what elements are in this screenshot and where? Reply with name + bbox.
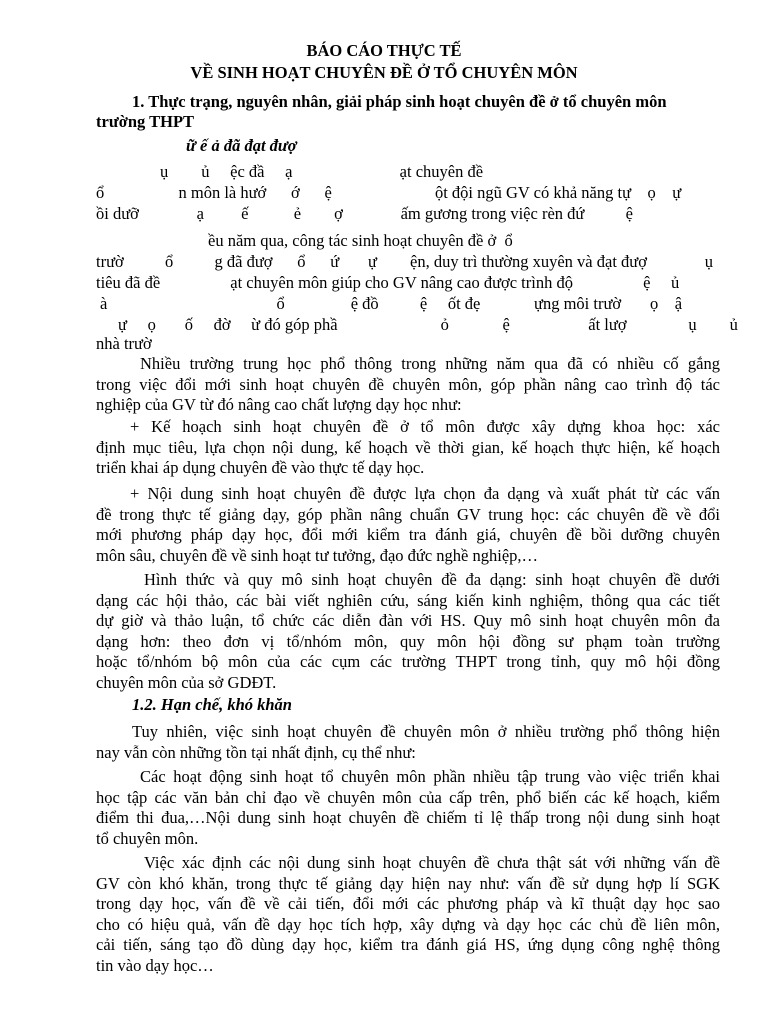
- section-1-2-heading: 1.2. Hạn chế, khó khăn: [132, 695, 292, 714]
- paragraph-line: triển khai áp dụng chuyên đề vào thực tế dạy học.: [96, 458, 425, 478]
- garbled-line: ổ n môn là hướ ớ ệ ột đội ngũ GV có khả năng tự ọ ự: [96, 183, 682, 202]
- section-1-heading: 1. Thực trạng, nguyên nhân, giải pháp sinh hoạt chuyên đề ở tổ chuyên môn: [132, 92, 667, 111]
- garbled-line: nhà trườ: [96, 334, 152, 353]
- paragraph-line: Hình thức và quy mô sinh hoạt chuyên đề đa dạng: sinh hoạt chuyên đề dưới: [144, 570, 720, 589]
- paragraph-line: đề trong thực tế giảng dạy, góp phần nâng chuẩn GV trung học: các chuyên đề về đổi: [96, 504, 720, 524]
- paragraph-line: Tuy nhiên, việc sinh hoạt chuyên đề chuyên môn ở nhiều trường phổ thông hiện: [132, 722, 720, 741]
- garbled-line: ụ ủ ệc đầ ạ ạt chuyên đề: [160, 162, 484, 181]
- paragraph-line: Nhiều trường trung học phổ thông trong những năm qua đã có nhiều cố gắng: [140, 354, 720, 373]
- paragraph-line: môn sâu, chuyên đề về sinh hoạt tư tưởng, đạo đức nghề nghiệp,…: [96, 545, 539, 565]
- garbled-line: à ổ ệ đồ ệ ốt đẹ ựng môi trườ ọ ậ: [100, 294, 683, 313]
- paragraph-line: + Kế hoạch sinh hoạt chuyên đề ở tổ môn được xây dựng khoa học: xác: [130, 417, 720, 436]
- garbled-line: tiêu đã đề ạt chuyên môn giúp cho GV nâng cao được trình độ ệ ủ: [96, 273, 680, 292]
- paragraph-line: nay vẫn còn những tồn tại nhất định, cụ thể như:: [96, 742, 416, 762]
- paragraph-line: cải tiến, sáng tạo đồ dùng dạy học, kiểm tra đánh giá HS, ứng dụng công nghệ thông: [96, 935, 720, 955]
- garbled-line: ự ọ ố đờ ừ đó góp phầ ỏ ệ ất lượ ụ ủ: [118, 315, 738, 334]
- paragraph: [96, 417, 720, 479]
- paragraph-line: dạng các hội thảo, các bài viết nghiên cứu, sáng kiến kinh nghiệm, thông qua các tiết: [96, 590, 720, 610]
- paragraph: [96, 767, 720, 849]
- paragraph-line: hoặc tổ/nhóm bộ môn của các cụm các trường THPT trong tỉnh, quy mô hội đồng: [96, 652, 720, 672]
- paragraph-line: tổ chuyên môn.: [96, 828, 199, 848]
- paragraph: [96, 354, 720, 416]
- garbled-line: trườ ổ g đã đượ ổ ứ ự ện, duy trì thường xuyên và đạt đượ ụ: [96, 252, 713, 271]
- paragraph-line: mới phương pháp dạy học, đổi mới kiểm tra đánh giá, chuyên đề bồi dưỡng chuyên: [96, 525, 720, 545]
- report-subtitle: VỀ SINH HOẠT CHUYÊN ĐỀ Ở TỔ CHUYÊN MÔN: [190, 63, 578, 82]
- paragraph-line: + Nội dung sinh hoạt chuyên đề được lựa chọn đa dạng và xuất phát từ các vấn: [130, 484, 720, 503]
- paragraph-line: trong việc đổi mới sinh hoạt chuyên đề chuyên môn, góp phần nâng cao trình độ tác: [96, 374, 720, 394]
- paragraph-line: dạng hơn: theo đơn vị tổ/nhóm môn, quy môn hội đồng sư phạm toàn trường: [96, 631, 720, 651]
- paragraph-line: điểm thi đua,…Nội dung sinh hoạt chuyên đề chiếm tỉ lệ thấp trong nội dung sinh hoạt: [96, 808, 720, 828]
- paragraph-line: dự giờ và thảo luận, tổ chức các diễn đàn với HS. Quy mô sinh hoạt chuyên môn đa: [96, 611, 720, 631]
- paragraph-line: trong dạy học, vấn đề về cải tiến, đổi mới các phương pháp và kĩ thuật dạy học sao: [96, 894, 720, 914]
- garbled-line: ều năm qua, công tác sinh hoạt chuyên đề ở ổ: [208, 231, 513, 250]
- garbled-line: ồi dưỡ ạ ế ẻ ợ ấm gương trong việc rèn đứ ệ: [96, 204, 633, 223]
- paragraph: [96, 722, 720, 763]
- paragraph-line: Các hoạt động sinh hoạt tổ chuyên môn phần nhiều tập trung vào việc triển khai: [140, 767, 720, 786]
- paragraph-line: học tập các văn bản chỉ đạo về chuyên môn của cấp trên, phổ biến các kế hoạch, kiểm: [96, 787, 720, 807]
- section-1-heading-cont: trường THPT: [96, 112, 195, 131]
- paragraph: [96, 570, 720, 694]
- paragraph-line: GV còn khó khăn, trong thực tế giảng dạy hiện nay như: vấn đề sử dụng hợp lí SGK: [96, 873, 720, 893]
- paragraph: [96, 484, 720, 566]
- paragraph-line: tin vào dạy học…: [96, 955, 214, 975]
- report-title: BÁO CÁO THỰC TẾ: [306, 41, 462, 60]
- paragraph-line: nghiệp của GV từ đó nâng cao chất lượng dạy học như:: [96, 395, 462, 415]
- paragraph-line: Việc xác định các nội dung sinh hoạt chuyên đề chưa thật sát với những vấn đề: [144, 853, 720, 872]
- paragraph-line: chuyên môn của sở GDĐT.: [96, 672, 277, 692]
- paragraph: [96, 853, 720, 977]
- section-1-1-heading: ữ ế ả đã đạt đượ: [186, 136, 297, 155]
- paragraph-line: định mục tiêu, lựa chọn nội dung, kế hoạch về thời gian, kế hoạch thực hiện, kế hoạch: [96, 437, 720, 457]
- paragraph-line: cho có hiệu quả, vấn đề dạy học tích hợp, xây dựng và dạy học các chủ đề liên môn,: [96, 914, 720, 934]
